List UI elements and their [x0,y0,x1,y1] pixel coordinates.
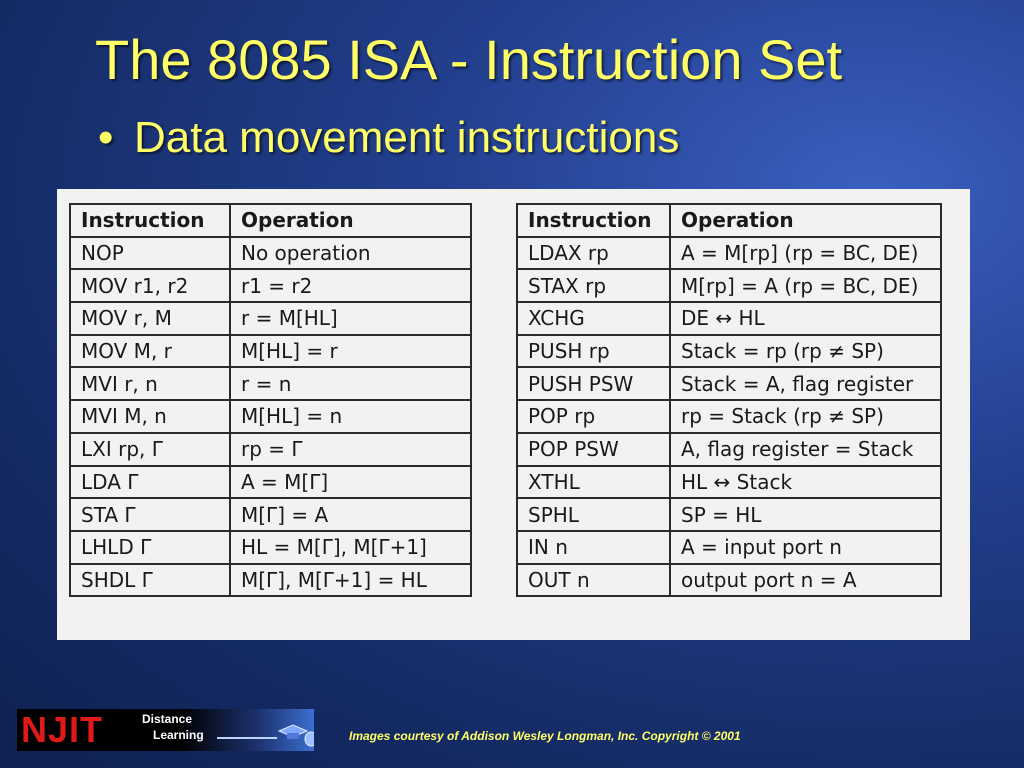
table-row [70,400,471,433]
operation-cell: M[Γ], M[Γ+1] = HL [230,564,471,597]
table-row [70,302,471,335]
instruction-table-image [57,189,970,640]
instruction-cell: PUSH PSW [517,367,670,400]
instruction-cell: LDA Γ [70,466,230,499]
operation-cell: M[HL] = r [230,335,471,368]
table-row [70,269,471,302]
instruction-table-left [69,203,472,597]
instruction-cell: POP PSW [517,433,670,466]
operation-cell: M[Γ] = A [230,498,471,531]
table-row [517,367,941,400]
operation-cell: r = M[HL] [230,302,471,335]
instruction-cell: NOP [70,237,230,270]
table-row [517,400,941,433]
table-row [517,302,941,335]
operation-cell: HL = M[Γ], M[Γ+1] [230,531,471,564]
operation-cell: A = M[rp] (rp = BC, DE) [670,237,941,270]
instruction-cell: OUT n [517,564,670,597]
table-row [70,498,471,531]
table-row [70,433,471,466]
table-row [70,237,471,270]
instruction-cell: POP rp [517,400,670,433]
operation-cell: output port n = A [670,564,941,597]
header-operation: Operation [670,204,941,237]
instruction-cell: XCHG [517,302,670,335]
instruction-cell: LDAX rp [517,237,670,270]
table-row [70,466,471,499]
instruction-cell: MVI M, n [70,400,230,433]
instruction-cell: PUSH rp [517,335,670,368]
operation-cell: r = n [230,367,471,400]
operation-cell: Stack = rp (rp ≠ SP) [670,335,941,368]
operation-cell: r1 = r2 [230,269,471,302]
instruction-cell: STAX rp [517,269,670,302]
logo-cable-line [217,737,277,739]
table-row [517,433,941,466]
instruction-cell: STA Γ [70,498,230,531]
instruction-cell: LXI rp, Γ [70,433,230,466]
instruction-cell: MOV r1, r2 [70,269,230,302]
operation-cell: A = M[Γ] [230,466,471,499]
logo-njit-text: NJIT [21,709,104,750]
operation-cell: A, flag register = Stack [670,433,941,466]
table-row [517,498,941,531]
table-row [517,531,941,564]
instruction-cell: IN n [517,531,670,564]
operation-cell: HL ↔ Stack [670,466,941,499]
operation-cell: M[HL] = n [230,400,471,433]
table-row [70,335,471,368]
table-row [517,335,941,368]
header-operation: Operation [230,204,471,237]
instruction-cell: XTHL [517,466,670,499]
bullet-item [98,112,679,164]
operation-cell: M[rp] = A (rp = BC, DE) [670,269,941,302]
graduation-cap-mouse-icon [275,723,314,751]
table-row [517,564,941,597]
instruction-cell: MOV r, M [70,302,230,335]
table-row [517,466,941,499]
instruction-cell: MOV M, r [70,335,230,368]
operation-cell: Stack = A, flag register [670,367,941,400]
header-instruction: Instruction [70,204,230,237]
table-row [517,237,941,270]
table-row [70,367,471,400]
slide-title: The 8085 ISA - Instruction Set [95,28,843,91]
operation-cell: No operation [230,237,471,270]
instruction-cell: SHDL Γ [70,564,230,597]
njit-distance-learning-logo [17,709,314,751]
header-instruction: Instruction [517,204,670,237]
instruction-cell: MVI r, n [70,367,230,400]
instruction-cell: SPHL [517,498,670,531]
logo-line2-text: Learning [153,728,204,742]
table-header-row [517,204,941,237]
operation-cell: rp = Γ [230,433,471,466]
operation-cell: DE ↔ HL [670,302,941,335]
operation-cell: SP = HL [670,498,941,531]
table-row [70,564,471,597]
instruction-cell: LHLD Γ [70,531,230,564]
logo-line1-text: Distance [142,712,193,726]
operation-cell: A = input port n [670,531,941,564]
bullet-text: Data movement instructions [134,113,680,162]
table-row [517,269,941,302]
bullet-symbol: • [98,113,114,162]
table-header-row [70,204,471,237]
instruction-table-right [516,203,942,597]
operation-cell: rp = Stack (rp ≠ SP) [670,400,941,433]
image-credit: Images courtesy of Addison Wesley Longman, Inc. Copyright © 2001 [349,729,741,743]
table-row [70,531,471,564]
